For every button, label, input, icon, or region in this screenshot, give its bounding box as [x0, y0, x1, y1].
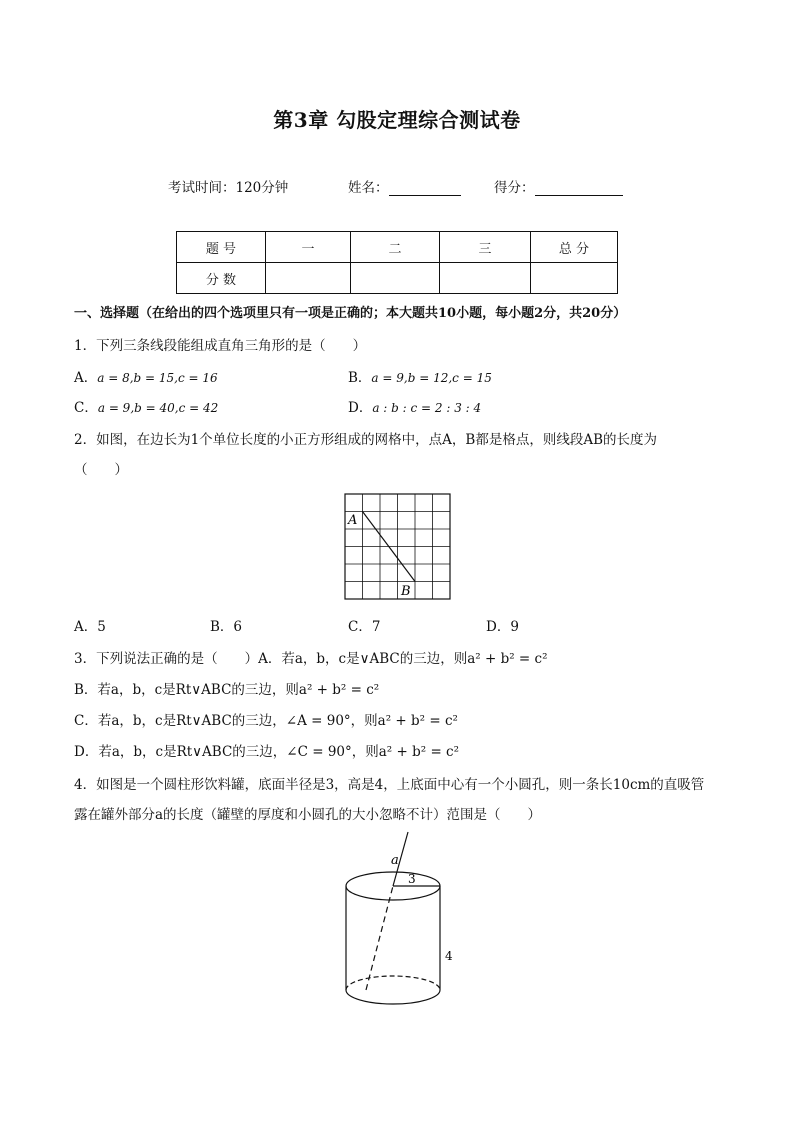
name-label: 姓名： — [348, 180, 389, 196]
point-a-label: A — [348, 513, 358, 528]
point-b-label: B — [401, 584, 411, 599]
table-header-cell: 题 号 — [177, 232, 266, 263]
q1-option-d — [348, 396, 481, 416]
q1-stem: 1．下列三条线段能组成直角三角形的是（ ） — [74, 338, 367, 354]
table-header-cell: 三 — [440, 232, 531, 263]
q1-option-c — [74, 396, 218, 416]
q1-option-a — [74, 366, 218, 386]
cylinder-figure — [330, 830, 470, 1014]
grid-lines — [345, 494, 450, 599]
q3-stem-option-a: 3．下列说法正确的是（ ）A．若a，b，c是∨ABC的三边，则a² + b² = c² — [74, 651, 548, 667]
q3-option-b: B．若a，b，c是Rt∨ABC的三边，则a² + b² = c² — [74, 682, 380, 698]
height-label: 4 — [445, 949, 453, 963]
table-cell — [351, 263, 440, 294]
score-table-score-row — [177, 263, 618, 294]
q2-stem-line2: （ ） — [74, 462, 128, 478]
cylinder-bottom-back — [346, 976, 440, 990]
score-field — [494, 176, 623, 196]
option-math: a = 9,b = 12,c = 15 — [371, 371, 492, 385]
page-title: 第3章 勾股定理综合测试卷 — [273, 108, 521, 132]
table-header-cell: 一 — [266, 232, 351, 263]
score-table — [176, 231, 618, 294]
cylinder-bottom-front — [346, 990, 440, 1004]
q2-stem-line1: 2．如图，在边长为1个单位长度的小正方形组成的网格中，点A，B都是格点，则线段AB的长度为 — [74, 432, 658, 448]
option-math: a = 8,b = 15,c = 16 — [97, 371, 218, 385]
q4-stem-line1: 4．如图是一个圆柱形饮料罐，底面半径是3，高是4，上底面中心有一个小圆孔，则一条长10cm的直吸管 — [74, 777, 705, 793]
section-heading: 一、选择题（在给出的四个选项里只有一项是正确的；本大题共10小题，每小题2分，共20分） — [74, 306, 627, 321]
table-cell — [531, 263, 618, 294]
q1-option-b — [348, 366, 492, 386]
option-math: a : b : c = 2 : 3 : 4 — [372, 401, 482, 415]
option-label: D． — [348, 400, 373, 416]
option-label: C． — [74, 400, 98, 416]
score-table-header-row — [177, 232, 618, 263]
q2-option-d: D．9 — [486, 619, 519, 635]
q3-option-d: D．若a，b，c是Rt∨ABC的三边，∠C = 90°，则a² + b² = c² — [74, 744, 460, 760]
score-blank — [535, 181, 623, 196]
name-field — [348, 176, 461, 196]
table-header-cell: 二 — [351, 232, 440, 263]
q2-option-a: A．5 — [74, 619, 106, 635]
radius-label: 3 — [408, 872, 416, 886]
exam-time: 考试时间：120分钟 — [168, 180, 289, 196]
table-header-cell: 总 分 — [531, 232, 618, 263]
table-cell — [440, 263, 531, 294]
straw-length-label: a — [391, 853, 399, 868]
table-row-label: 分 数 — [177, 263, 266, 294]
q3-option-c: C．若a，b，c是Rt∨ABC的三边，∠A = 90°，则a² + b² = c² — [74, 713, 458, 729]
q4-stem-line2: 露在罐外部分a的长度（罐壁的厚度和小圆孔的大小忽略不计）范围是（ ） — [74, 807, 542, 823]
q2-option-c: C．7 — [348, 619, 381, 635]
score-label: 得分： — [494, 180, 535, 196]
name-blank — [389, 181, 461, 196]
straw-inside — [366, 886, 393, 990]
q2-option-b: B．6 — [210, 619, 243, 635]
option-label: A． — [74, 370, 98, 386]
table-cell — [266, 263, 351, 294]
grid-figure — [340, 490, 456, 606]
option-math: a = 9,b = 40,c = 42 — [97, 401, 219, 415]
option-label: B． — [348, 370, 372, 386]
